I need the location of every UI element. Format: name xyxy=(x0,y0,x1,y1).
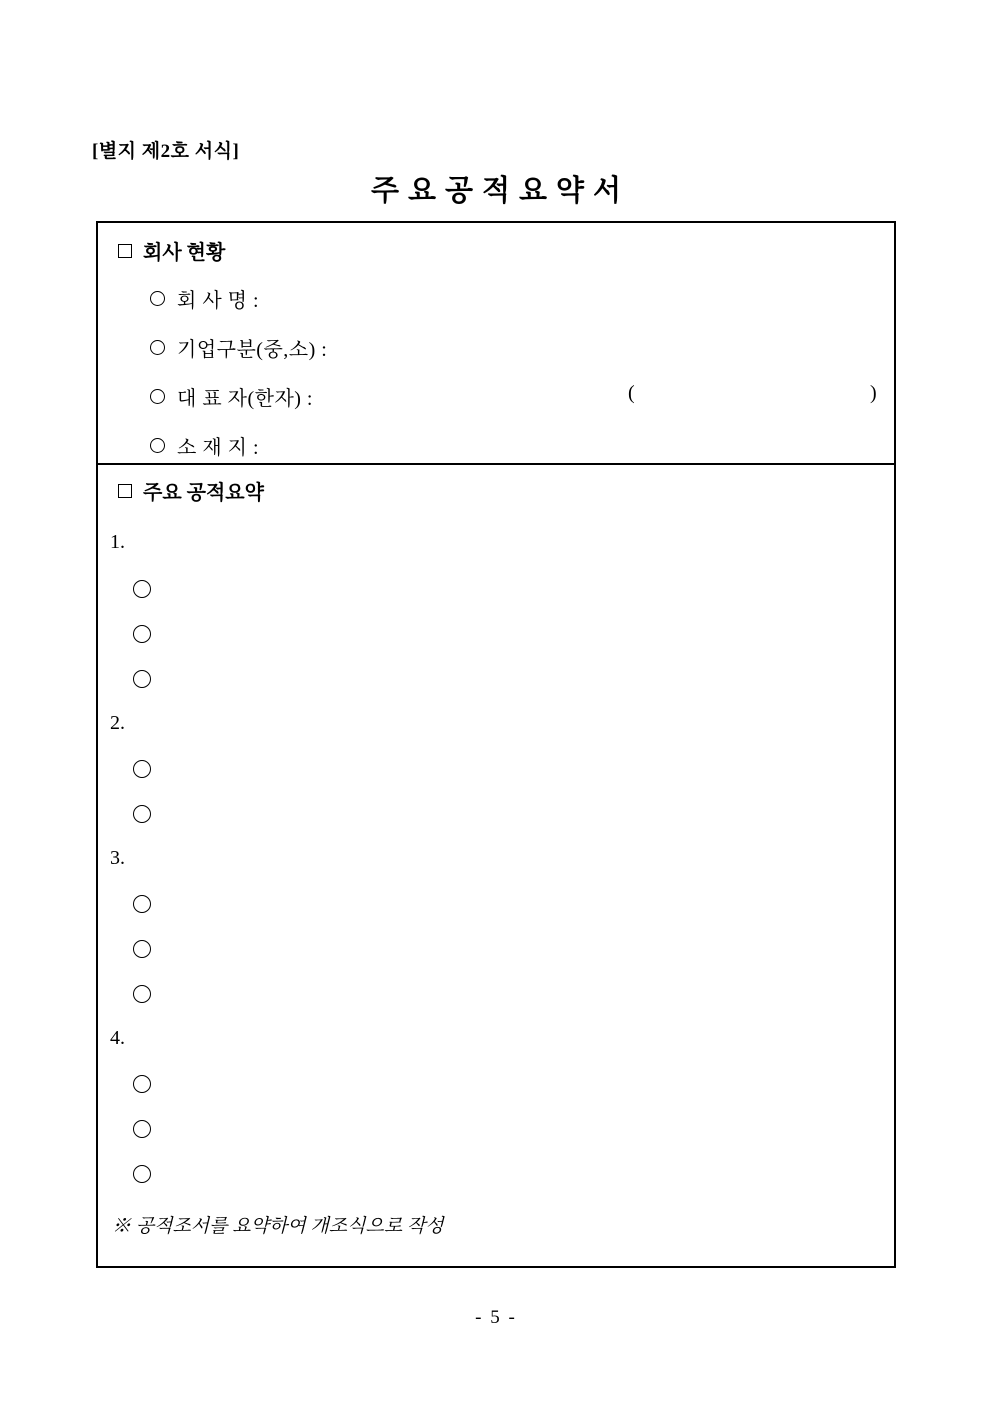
company-status-heading-label: 회사 현황 xyxy=(143,242,226,264)
list-item xyxy=(133,1075,151,1098)
field-company-name xyxy=(150,284,259,313)
list-item xyxy=(133,985,151,1008)
circle-bullet-icon xyxy=(133,625,151,643)
list-item xyxy=(133,670,151,693)
list-item xyxy=(133,805,151,828)
list-item xyxy=(133,760,151,783)
representative-hanja-paren-close: ) xyxy=(870,382,877,404)
form-outer-box xyxy=(96,221,896,1268)
circle-bullet-icon xyxy=(133,1165,151,1183)
circle-bullet-icon xyxy=(133,1120,151,1138)
achievement-summary-heading-label: 주요 공적요약 xyxy=(143,482,264,504)
circle-bullet-icon xyxy=(150,438,165,453)
circle-bullet-icon xyxy=(133,940,151,958)
square-bullet-icon xyxy=(118,244,132,258)
achievement-summary-heading xyxy=(118,476,264,505)
list-item xyxy=(133,1120,151,1143)
list-item-number: 4. xyxy=(110,1027,125,1049)
representative-hanja-paren-open: ( xyxy=(628,382,635,404)
circle-bullet-icon xyxy=(133,1075,151,1093)
page-number: - 5 - xyxy=(475,1307,517,1328)
circle-bullet-icon xyxy=(133,985,151,1003)
field-company-size-label: 기업구분(중,소) : xyxy=(177,339,328,361)
circle-bullet-icon xyxy=(133,760,151,778)
list-item-number: 2. xyxy=(110,712,125,734)
list-item xyxy=(133,625,151,648)
company-status-section xyxy=(98,223,894,463)
list-item-number: 1. xyxy=(110,531,125,553)
form-tag: [별지 제2호 서식] xyxy=(92,141,240,162)
circle-bullet-icon xyxy=(133,895,151,913)
field-representative-label: 대 표 자(한자) : xyxy=(177,388,313,410)
list-item xyxy=(133,580,151,603)
field-location-label: 소 재 지 : xyxy=(177,437,260,459)
footnote: ※ 공적조서를 요약하여 개조식으로 작성 xyxy=(112,1216,444,1237)
circle-bullet-icon xyxy=(133,670,151,688)
circle-bullet-icon xyxy=(133,805,151,823)
circle-bullet-icon xyxy=(150,389,165,404)
list-item-number: 3. xyxy=(110,847,125,869)
circle-bullet-icon xyxy=(150,340,165,355)
circle-bullet-icon xyxy=(133,580,151,598)
square-bullet-icon xyxy=(118,484,132,498)
field-representative xyxy=(150,382,313,411)
list-item xyxy=(133,1165,151,1188)
field-location xyxy=(150,431,259,460)
achievement-summary-section xyxy=(98,463,894,1266)
company-status-heading xyxy=(118,236,225,265)
field-company-size xyxy=(150,333,327,362)
page-title: 주요공적요약서 xyxy=(370,175,631,207)
field-company-name-label: 회 사 명 : xyxy=(177,290,260,312)
list-item xyxy=(133,895,151,918)
circle-bullet-icon xyxy=(150,291,165,306)
list-item xyxy=(133,940,151,963)
